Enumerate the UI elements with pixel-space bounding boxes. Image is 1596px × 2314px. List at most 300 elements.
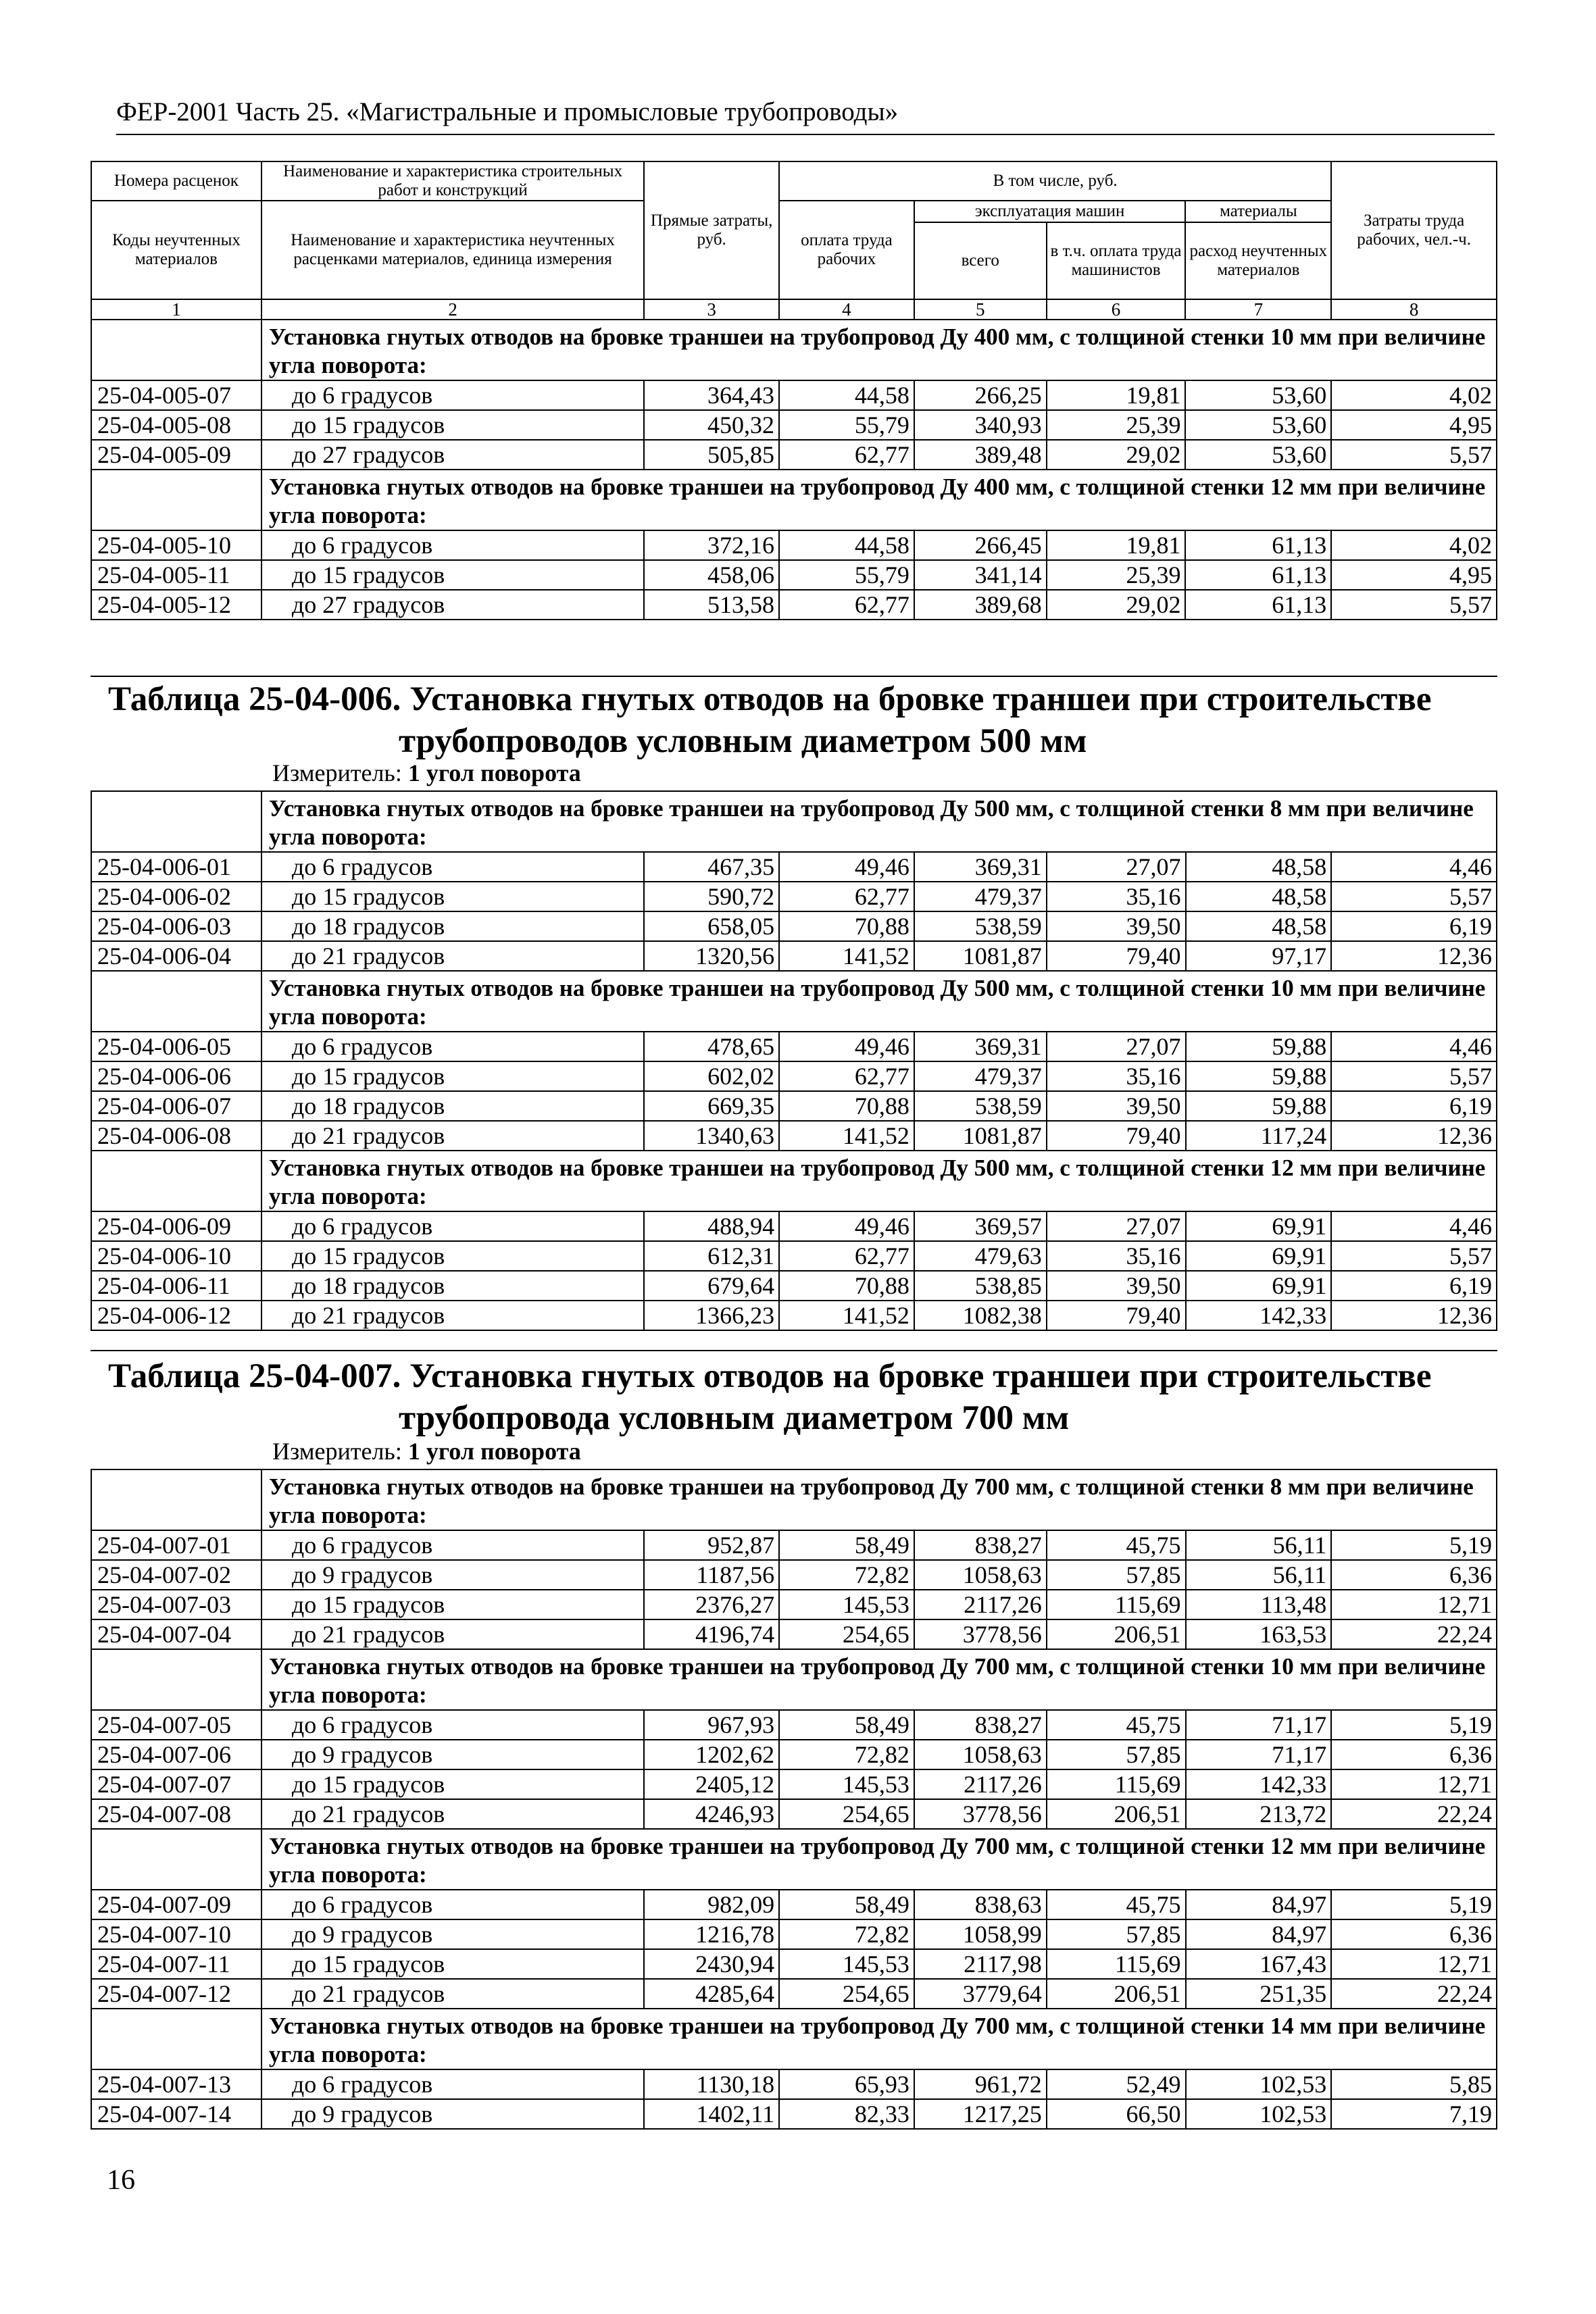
operator-wages: 115,69 [1047,1590,1186,1619]
rate-code: 25-04-007-01 [91,1530,261,1560]
materials-cost: 142,33 [1186,1301,1332,1330]
rate-code: 25-04-005-07 [91,380,261,410]
direct-costs: 967,93 [644,1710,779,1740]
machine-total: 389,48 [914,440,1047,470]
section-divider [91,676,1497,677]
direct-costs: 4285,64 [644,1979,779,2009]
operator-wages: 45,75 [1047,1530,1186,1560]
machine-total: 838,63 [914,1890,1047,1919]
header-row-1 [91,161,1497,201]
table-006-title-line1: Таблица 25-04-006. Установка гнутых отводов на бровке траншеи при строительстве [108,680,1432,718]
machine-total: 1217,25 [914,2099,1047,2129]
work-name: до 27 градусов [261,440,644,470]
work-name: до 27 градусов [261,590,644,620]
operator-wages: 35,16 [1047,882,1186,911]
rate-code: 25-04-006-01 [91,852,261,882]
wages: 70,88 [779,911,914,941]
machine-total: 838,27 [914,1710,1047,1740]
direct-costs: 982,09 [644,1890,779,1919]
group-code-cell [91,1649,261,1710]
materials-cost: 61,13 [1185,530,1331,560]
header-material-codes: Коды неучтенных материалов [91,201,261,299]
table-row [91,852,1497,882]
group-code-cell [91,1151,261,1211]
header-wages: оплата труда рабочих [779,201,914,299]
direct-costs: 1402,11 [644,2099,779,2129]
work-name: до 15 градусов [261,410,644,440]
machine-total: 1082,38 [914,1301,1047,1330]
rate-code: 25-04-007-02 [91,1560,261,1590]
work-name: до 21 градусов [261,1121,644,1151]
machine-total: 389,68 [914,590,1047,620]
work-name: до 18 градусов [261,911,644,941]
table-007-title [108,1355,1493,1439]
labor-hours: 4,02 [1331,530,1497,560]
labor-hours: 6,19 [1331,1091,1497,1121]
group-code-cell [91,2009,261,2069]
operator-wages: 35,16 [1047,1061,1186,1091]
operator-wages: 39,50 [1047,911,1186,941]
materials-cost: 48,58 [1186,852,1332,882]
operator-wages: 39,50 [1047,1271,1186,1301]
col-number: 3 [644,299,779,320]
machine-total: 479,63 [914,1241,1047,1271]
operator-wages: 27,07 [1047,1211,1186,1241]
materials-cost: 59,88 [1186,1091,1332,1121]
wages: 62,77 [779,1241,914,1271]
rate-code: 25-04-007-05 [91,1710,261,1740]
wages: 72,82 [779,1560,914,1590]
header-machine-ops: эксплуатация машин [914,201,1186,222]
rate-code: 25-04-007-09 [91,1890,261,1919]
machine-total: 3778,56 [914,1619,1047,1649]
group-title: Установка гнутых отводов на бровке траншеи на трубопровод Ду 400 мм, с толщиной стенки 12 мм при величине угла поворота: [261,470,1497,530]
materials-cost: 61,13 [1185,590,1331,620]
labor-hours: 12,71 [1331,1769,1497,1799]
materials-cost: 69,91 [1186,1271,1332,1301]
table-row [91,1271,1497,1301]
machine-total: 538,59 [914,1091,1047,1121]
materials-cost: 69,91 [1186,1241,1332,1271]
operator-wages: 19,81 [1047,380,1186,410]
direct-costs: 590,72 [644,882,779,911]
labor-hours: 4,46 [1331,1032,1497,1061]
rate-code: 25-04-006-12 [91,1301,261,1330]
group-title-row [91,971,1497,1032]
table-row [91,1949,1497,1979]
work-name: до 15 градусов [261,560,644,590]
machine-total: 961,72 [914,2069,1047,2099]
materials-cost: 251,35 [1186,1979,1332,2009]
materials-cost: 53,60 [1185,380,1331,410]
operator-wages: 57,85 [1047,1740,1186,1769]
direct-costs: 488,94 [644,1211,779,1241]
wages: 82,33 [779,2099,914,2129]
col-number: 2 [261,299,644,320]
work-name: до 21 градусов [261,1979,644,2009]
rate-code: 25-04-007-13 [91,2069,261,2099]
machine-total: 340,93 [914,410,1047,440]
group-code-cell [91,791,261,852]
labor-hours: 4,02 [1331,380,1497,410]
machine-total: 341,14 [914,560,1047,590]
materials-cost: 84,97 [1186,1890,1332,1919]
operator-wages: 27,07 [1047,852,1186,882]
direct-costs: 1216,78 [644,1919,779,1949]
group-title-row [91,2009,1497,2069]
wages: 145,53 [779,1769,914,1799]
machine-total: 266,45 [914,530,1047,560]
table-row [91,1710,1497,1740]
table-row [91,1769,1497,1799]
operator-wages: 206,51 [1047,1619,1186,1649]
top-table-wrap [91,161,1497,620]
rate-code: 25-04-007-06 [91,1740,261,1769]
wages: 55,79 [779,560,914,590]
operator-wages: 45,75 [1047,1710,1186,1740]
table-row [91,380,1497,410]
work-name: до 6 градусов [261,1890,644,1919]
machine-total: 838,27 [914,1530,1047,1560]
direct-costs: 450,32 [644,410,779,440]
wages: 49,46 [779,852,914,882]
machine-total: 3778,56 [914,1799,1047,1829]
table-row [91,1241,1497,1271]
work-name: до 9 градусов [261,1560,644,1590]
table-007 [91,1469,1497,2130]
labor-hours: 6,36 [1331,1919,1497,1949]
materials-cost: 69,91 [1186,1211,1332,1241]
direct-costs: 612,31 [644,1241,779,1271]
work-name: до 6 градусов [261,852,644,882]
group-title: Установка гнутых отводов на бровке траншеи на трубопровод Ду 500 мм, с толщиной стенки 10 мм при величине угла поворота: [261,971,1497,1032]
table-row [91,1590,1497,1619]
rate-code: 25-04-006-06 [91,1061,261,1091]
group-code-cell [91,971,261,1032]
work-name: до 6 градусов [261,380,644,410]
operator-wages: 66,50 [1047,2099,1186,2129]
wages: 70,88 [779,1091,914,1121]
table-006-wrap [91,790,1497,1331]
materials-cost: 117,24 [1186,1121,1332,1151]
direct-costs: 669,35 [644,1091,779,1121]
table-row [91,560,1497,590]
direct-costs: 505,85 [644,440,779,470]
group-title: Установка гнутых отводов на бровке траншеи на трубопровод Ду 500 мм, с толщиной стенки 12 мм при величине угла поворота: [261,1151,1497,1211]
direct-costs: 1366,23 [644,1301,779,1330]
group-title: Установка гнутых отводов на бровке траншеи на трубопровод Ду 400 мм, с толщиной стенки 10 мм при величине угла поворота: [261,320,1497,380]
machine-total: 479,37 [914,1061,1047,1091]
wages: 141,52 [779,1301,914,1330]
labor-hours: 6,36 [1331,1560,1497,1590]
rate-code: 25-04-007-03 [91,1590,261,1619]
wages: 65,93 [779,2069,914,2099]
table-row [91,1890,1497,1919]
machine-total: 369,57 [914,1211,1047,1241]
machine-total: 3779,64 [914,1979,1047,2009]
rate-code: 25-04-007-10 [91,1919,261,1949]
rate-code: 25-04-006-03 [91,911,261,941]
rate-code: 25-04-007-14 [91,2099,261,2129]
operator-wages: 115,69 [1047,1949,1186,1979]
machine-total: 479,37 [914,882,1047,911]
rate-code: 25-04-006-02 [91,882,261,911]
table-row [91,530,1497,560]
rate-code: 25-04-006-05 [91,1032,261,1061]
work-name: до 21 градусов [261,1799,644,1829]
wages: 62,77 [779,590,914,620]
operator-wages: 39,50 [1047,1091,1186,1121]
labor-hours: 5,57 [1331,882,1497,911]
materials-cost: 56,11 [1186,1530,1332,1560]
direct-costs: 1187,56 [644,1560,779,1590]
machine-total: 369,31 [914,1032,1047,1061]
operator-wages: 57,85 [1047,1919,1186,1949]
labor-hours: 22,24 [1331,1619,1497,1649]
materials-cost: 56,11 [1186,1560,1332,1590]
group-title: Установка гнутых отводов на бровке траншеи на трубопровод Ду 700 мм, с толщиной стенки 14 мм при величине угла поворота: [261,2009,1497,2069]
work-name: до 6 градусов [261,1530,644,1560]
work-name: до 21 градусов [261,1301,644,1330]
labor-hours: 4,95 [1331,560,1497,590]
table-row [91,1061,1497,1091]
work-name: до 15 градусов [261,882,644,911]
table-row [91,941,1497,971]
table-row [91,2069,1497,2099]
operator-wages: 206,51 [1047,1979,1186,2009]
table-007-title-line2: трубопровода условным диаметром 700 мм [399,1399,1070,1437]
machine-total: 2117,26 [914,1590,1047,1619]
labor-hours: 5,57 [1331,440,1497,470]
work-name: до 15 градусов [261,1949,644,1979]
rate-code: 25-04-007-04 [91,1619,261,1649]
table-row [91,1301,1497,1330]
header-materials: материалы [1185,201,1331,222]
header-total: всего [914,222,1047,299]
wages: 254,65 [779,1799,914,1829]
materials-cost: 163,53 [1186,1619,1332,1649]
operator-wages: 35,16 [1047,1241,1186,1271]
machine-total: 1058,63 [914,1740,1047,1769]
rate-code: 25-04-007-07 [91,1769,261,1799]
operator-wages: 57,85 [1047,1560,1186,1590]
table-row [91,1979,1497,2009]
table-007-title-line1: Таблица 25-04-007. Установка гнутых отводов на бровке траншеи при строительстве [108,1357,1432,1395]
materials-cost: 53,60 [1185,410,1331,440]
direct-costs: 1320,56 [644,941,779,971]
direct-costs: 602,02 [644,1061,779,1091]
wages: 62,77 [779,882,914,911]
page-number: 16 [107,2165,135,2196]
labor-hours: 4,95 [1331,410,1497,440]
work-name: до 6 градусов [261,2069,644,2099]
table-row [91,1799,1497,1829]
materials-cost: 71,17 [1186,1740,1332,1769]
wages: 58,49 [779,1890,914,1919]
wages: 72,82 [779,1740,914,1769]
rate-code: 25-04-005-10 [91,530,261,560]
rate-code: 25-04-006-09 [91,1211,261,1241]
operator-wages: 25,39 [1047,560,1186,590]
work-name: до 15 градусов [261,1061,644,1091]
labor-hours: 12,71 [1331,1949,1497,1979]
materials-cost: 53,60 [1185,440,1331,470]
direct-costs: 4196,74 [644,1619,779,1649]
direct-costs: 2405,12 [644,1769,779,1799]
labor-hours: 5,57 [1331,590,1497,620]
materials-cost: 84,97 [1186,1919,1332,1949]
labor-hours: 22,24 [1331,1979,1497,2009]
section-divider [91,1350,1497,1351]
wages: 141,52 [779,1121,914,1151]
table-row [91,410,1497,440]
operator-wages: 19,81 [1047,530,1186,560]
operator-wages: 79,40 [1047,1121,1186,1151]
header-including: В том числе, руб. [779,161,1331,201]
group-title: Установка гнутых отводов на бровке траншеи на трубопровод Ду 700 мм, с толщиной стенки 10 мм при величине угла поворота: [261,1649,1497,1710]
machine-total: 538,85 [914,1271,1047,1301]
wages: 62,77 [779,440,914,470]
materials-cost: 61,13 [1185,560,1331,590]
direct-costs: 1130,18 [644,2069,779,2099]
materials-cost: 102,53 [1186,2069,1332,2099]
labor-hours: 12,36 [1331,1121,1497,1151]
rate-code: 25-04-006-07 [91,1091,261,1121]
labor-hours: 5,19 [1331,1710,1497,1740]
labor-hours: 22,24 [1331,1799,1497,1829]
table-006-meter [272,758,581,788]
rate-code: 25-04-006-11 [91,1271,261,1301]
table-row [91,882,1497,911]
group-title-row [91,791,1497,852]
direct-costs: 658,05 [644,911,779,941]
group-title-row [91,1649,1497,1710]
wages: 49,46 [779,1211,914,1241]
operator-wages: 29,02 [1047,590,1186,620]
direct-costs: 478,65 [644,1032,779,1061]
group-code-cell [91,1829,261,1890]
operator-wages: 115,69 [1047,1769,1186,1799]
work-name: до 15 градусов [261,1769,644,1799]
direct-costs: 467,35 [644,852,779,882]
header-rate-numbers: Номера расценок [91,161,261,201]
col-number: 4 [779,299,914,320]
direct-costs: 513,58 [644,590,779,620]
table-row [91,1530,1497,1560]
machine-total: 1081,87 [914,941,1047,971]
wages: 55,79 [779,410,914,440]
header-direct-costs: Прямые затраты, руб. [644,161,779,299]
direct-costs: 364,43 [644,380,779,410]
header-incl-operators: в т.ч. оплата труда машинистов [1047,222,1186,299]
operator-wages: 27,07 [1047,1032,1186,1061]
materials-cost: 213,72 [1186,1799,1332,1829]
machine-total: 1058,63 [914,1560,1047,1590]
group-code-cell [91,470,261,530]
labor-hours: 12,71 [1331,1590,1497,1619]
group-title-row [91,1469,1497,1530]
rate-code: 25-04-007-12 [91,1979,261,2009]
column-numbers-row [91,299,1497,320]
work-name: до 6 градусов [261,1211,644,1241]
table-006-title-line2: трубопроводов условным диаметром 500 мм [399,722,1087,760]
machine-total: 1058,99 [914,1919,1047,1949]
labor-hours: 5,57 [1331,1061,1497,1091]
table-row [91,1619,1497,1649]
work-name: до 6 градусов [261,530,644,560]
direct-costs: 2430,94 [644,1949,779,1979]
wages: 70,88 [779,1271,914,1301]
header-row-2 [91,201,1497,222]
rate-code: 25-04-006-04 [91,941,261,971]
operator-wages: 79,40 [1047,1301,1186,1330]
running-header: ФЕР-2001 Часть 25. «Магистральные и промысловые трубопроводы» [116,96,1495,135]
table-007-wrap [91,1469,1497,2130]
wages: 145,53 [779,1590,914,1619]
work-name: до 6 градусов [261,1032,644,1061]
rate-code: 25-04-007-08 [91,1799,261,1829]
meter-label: Измеритель: [272,1438,402,1465]
labor-hours: 12,36 [1331,941,1497,971]
materials-cost: 167,43 [1186,1949,1332,1979]
wages: 141,52 [779,941,914,971]
group-title: Установка гнутых отводов на бровке траншеи на трубопровод Ду 700 мм, с толщиной стенки 8 мм при величине угла поворота: [261,1469,1497,1530]
materials-cost: 48,58 [1186,911,1332,941]
materials-cost: 102,53 [1186,2099,1332,2129]
group-title: Установка гнутых отводов на бровке траншеи на трубопровод Ду 500 мм, с толщиной стенки 8 мм при величине угла поворота: [261,791,1497,852]
rate-code: 25-04-005-08 [91,410,261,440]
table-row [91,1560,1497,1590]
direct-costs: 2376,27 [644,1590,779,1619]
table-006 [91,790,1497,1331]
materials-cost: 113,48 [1186,1590,1332,1619]
operator-wages: 29,02 [1047,440,1186,470]
group-title-row [91,470,1497,530]
wages: 44,58 [779,380,914,410]
rate-code: 25-04-005-12 [91,590,261,620]
group-code-cell [91,320,261,380]
wages: 145,53 [779,1949,914,1979]
table-row [91,911,1497,941]
wages: 254,65 [779,1619,914,1649]
labor-hours: 5,19 [1331,1530,1497,1560]
work-name: до 9 градусов [261,1740,644,1769]
direct-costs: 4246,93 [644,1799,779,1829]
col-number: 5 [914,299,1047,320]
operator-wages: 79,40 [1047,941,1186,971]
wages: 254,65 [779,1979,914,2009]
work-name: до 9 градусов [261,2099,644,2129]
materials-cost: 59,88 [1186,1032,1332,1061]
machine-total: 266,25 [914,380,1047,410]
col-number: 1 [91,299,261,320]
operator-wages: 52,49 [1047,2069,1186,2099]
wages: 58,49 [779,1530,914,1560]
work-name: до 18 градусов [261,1091,644,1121]
wages: 72,82 [779,1919,914,1949]
table-row [91,440,1497,470]
operator-wages: 206,51 [1047,1799,1186,1829]
col-number: 7 [1185,299,1331,320]
table-row [91,1032,1497,1061]
direct-costs: 458,06 [644,560,779,590]
direct-costs: 372,16 [644,530,779,560]
labor-hours: 4,46 [1331,1211,1497,1241]
machine-total: 369,31 [914,852,1047,882]
rate-code: 25-04-007-11 [91,1949,261,1979]
table-006-title [108,678,1493,762]
direct-costs: 1202,62 [644,1740,779,1769]
